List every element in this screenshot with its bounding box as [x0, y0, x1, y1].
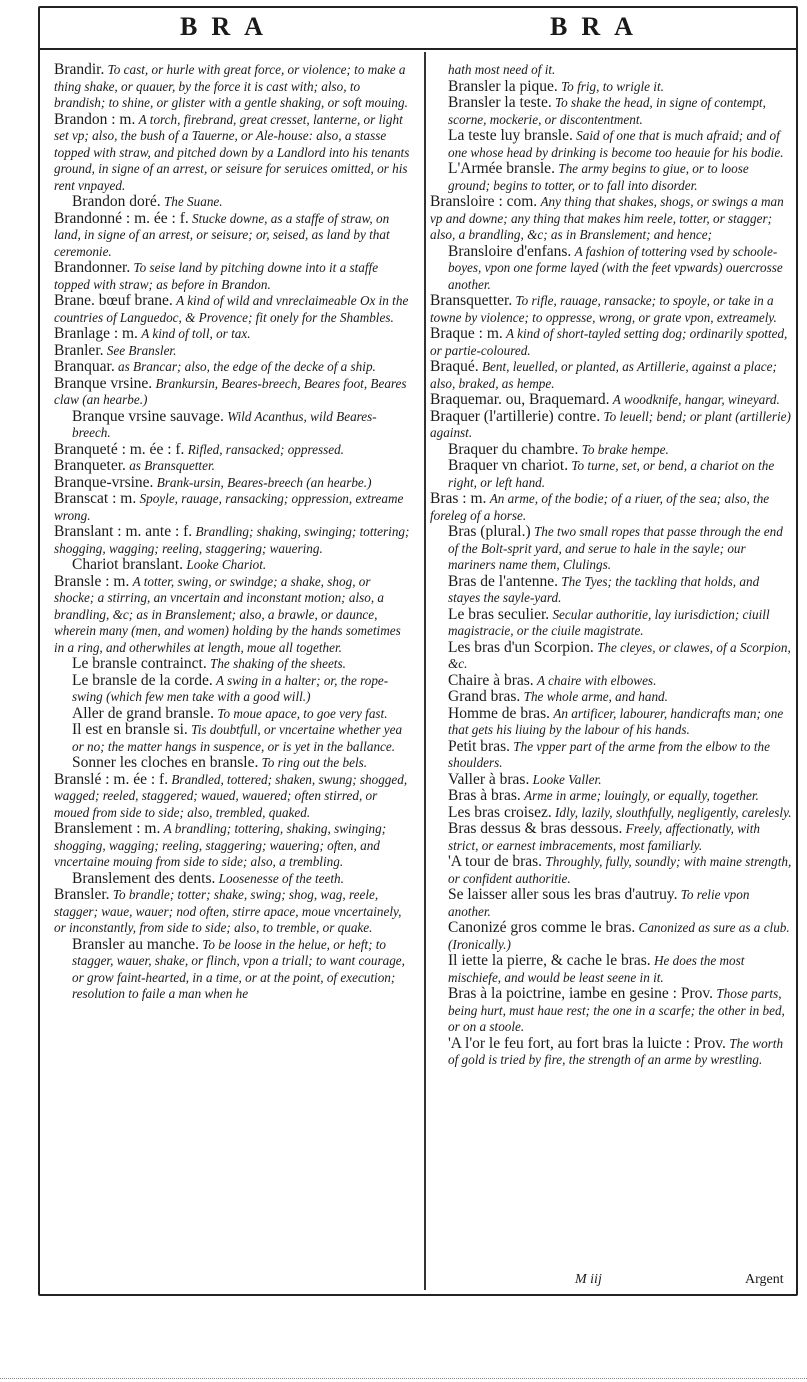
definition: See Bransler. [106, 342, 177, 358]
headword: Bransloire d'enfans. [448, 242, 572, 260]
definition: The worth of gold is tried by fire, the strength of an arme by wrestling. [448, 1035, 784, 1067]
dictionary-entry [54, 409, 414, 442]
dictionary-entry [54, 293, 414, 326]
headword: Le bransle contrainct. [72, 655, 207, 672]
dictionary-entry [430, 392, 792, 409]
definition: Looke Chariot. [186, 557, 267, 572]
dictionary-entry [54, 112, 414, 195]
definition: Spoyle, rauage, ransacking; oppression, extreame wrong. [54, 491, 404, 523]
definition: Brandling; shaking, swinging; tottering; shogging, wagging; reeling, staggering; wauering. [54, 524, 410, 556]
definition: Wild Acanthus, wild Beares-breech. [72, 408, 377, 440]
definition: A torch, firebrand, great cresset, lanterne, or light set vp; also, the bush of a Tauerne, or Ale-house: also, a stasse topped with straw, and pitched down by a Landlord into his tenants ground, in signe of an arrest, or seisure for seruices omitted, or his rent vnpayed. [54, 111, 410, 193]
headword: Sonner les cloches en bransle. [72, 754, 259, 771]
definition: A brandling; tottering, shaking, swinging; shogging, wagging; reeling, staggering; wauering; often, and vncertaine mouing from side to side; also, a trembling. [54, 821, 387, 869]
headword: Branslement : m. [54, 820, 161, 837]
headword: Branler. [54, 341, 104, 359]
dictionary-entry [430, 805, 792, 822]
headword: Branque-vrsine. [54, 473, 154, 491]
column-divider [424, 52, 426, 1290]
dictionary-entry [430, 574, 792, 607]
right-column [430, 62, 792, 1069]
dictionary-entry [54, 194, 414, 211]
definition: as Bransquetter. [129, 458, 215, 473]
running-head-left: BRA [180, 12, 277, 41]
dictionary-entry [54, 722, 414, 755]
definition: To frig, to wrigle it. [561, 78, 664, 94]
headword: Se laisser aller sous les bras d'autruy. [448, 886, 678, 903]
dictionary-entry [54, 557, 414, 574]
definition: To cast, or hurle with great force, or violence; to make a thing shake, or quauer, by the force it is cast with; also, to brandish; to shine, or glister with a gentle shaking, or soft mouing. [54, 62, 408, 110]
dictionary-entry [430, 854, 792, 887]
dictionary-entry [54, 475, 414, 492]
definition: To leuell; bend; or plant (artillerie) against. [430, 408, 791, 440]
headword: Bransle : m. [54, 572, 130, 590]
dictionary-entry [430, 689, 792, 706]
header-rule [38, 48, 798, 50]
dictionary-entry [430, 821, 792, 854]
dictionary-entry [430, 788, 792, 805]
definition: Stucke downe, as a staffe of straw, on land, in signe of an arrest, or seisure; or, seised, as land by that ceremonie. [54, 210, 390, 259]
headword: Braquer du chambre. [448, 440, 579, 458]
headword: Aller de grand bransle. [72, 704, 215, 722]
headword: La teste luy bransle. [448, 127, 573, 144]
dictionary-entry [430, 326, 792, 359]
definition: To ring out the bels. [261, 755, 368, 770]
headword: Brandon : m. [54, 110, 136, 128]
headword: Braquer (l'artillerie) contre. [430, 407, 601, 425]
dictionary-entry [54, 491, 414, 524]
headword: Braquemar. ou, Braquemard. [430, 391, 610, 408]
headword: Braqué. [430, 358, 479, 375]
headword: Valler à bras. [448, 770, 530, 788]
dictionary-entry [54, 62, 414, 112]
definition: To be loose in the helue, or heft; to stagger, wauer, shake, or flinch, vpon a triall; to want courage, or grow faint-hearted, in a time, or at the point, of execution; resolution to faile a man when he [72, 936, 405, 1001]
dictionary-entry [54, 359, 414, 376]
scan-edge [0, 1378, 807, 1380]
dictionary-entry [430, 409, 792, 442]
headword: Homme de bras. [448, 704, 551, 722]
dictionary-entry [54, 376, 414, 409]
headword: Branqueter. [54, 457, 126, 474]
definition: The Tyes; the tackling that holds, and stayes the sayle-yard. [448, 573, 760, 605]
headword: Grand bras. [448, 688, 521, 705]
headword: Chaire à bras. [448, 671, 534, 689]
headword: Il est en bransle si. [72, 721, 188, 738]
headword: Bras à la poictrine, iambe en gesine : Prov. [448, 985, 713, 1002]
dictionary-entry [430, 640, 792, 673]
definition: Rifled, ransacked; oppressed. [187, 441, 344, 457]
dictionary-entry [430, 458, 792, 491]
definition: To brandle; totter; shake, swing; shog, wag, reele, stagger; waue, wauer; nod often, stirre apace, moue vncertainely, or inconstantly, from side to side; also, to tremble, or quake. [54, 887, 402, 935]
dictionary-entry [54, 656, 414, 673]
dictionary-entry [430, 920, 792, 953]
headword: Petit bras. [448, 737, 510, 755]
definition: The army begins to giue, or to loose ground; begins to totter, or to fall into disorder. [448, 161, 749, 193]
headword: Branlage : m. [54, 325, 138, 342]
dictionary-entry [54, 772, 414, 822]
definition: Idly, lazily, slouthfully, negligently, carelesly. [555, 804, 792, 820]
headword: Branslant : m. ante : f. [54, 523, 193, 540]
dictionary-entry [430, 1036, 792, 1069]
dictionary-entry [430, 293, 792, 326]
dictionary-entry [54, 442, 414, 459]
definition: Freely, affectionatly, with strict, or earnest imbracements, most familiarly. [448, 821, 760, 853]
headword: Brane. bœuf brane. [54, 292, 173, 309]
definition: Loosenesse of the teeth. [218, 870, 344, 886]
dictionary-entry [54, 821, 414, 871]
definition: hath most need of it. [448, 62, 556, 77]
dictionary-entry [54, 755, 414, 772]
dictionary-entry [430, 739, 792, 772]
definition: The Suane. [163, 194, 223, 209]
definition: Brankursin, Beares-breech, Beares foot, Beares claw (an hearbe.) [54, 375, 407, 407]
dictionary-entry [430, 607, 792, 640]
definition: Said of one that is much afraid; and of one whose head by drinking is become too heauie for his bodie. [448, 128, 784, 160]
definition: Secular authoritie, lay iurisdiction; ciuill magistracie, or the ciuile magistrate. [448, 606, 770, 638]
headword: Chariot branslant. [72, 556, 184, 573]
definition: An arme, of the bodie; of a riuer, of the sea; also, the foreleg of a horse. [430, 491, 770, 523]
headword: Brandir. [54, 61, 105, 78]
definition: Brandled, tottered; shaken, swung; shogged, wagged; reeled, staggered; waued, wauered; often stirred, or moued from side to side; also, trembled, quaked. [54, 771, 408, 820]
definition: Those parts, being hurt, must haue rest; the one in a scarfe; the other in bed, or on a stoole. [448, 986, 785, 1034]
headword: Bras dessus & bras dessous. [448, 820, 623, 837]
dictionary-entry [430, 161, 792, 194]
definition: A chaire with elbowes. [536, 672, 657, 688]
dictionary-entry [54, 211, 414, 261]
definition: To turne, set, or bend, a chariot on the right, or left hand. [448, 458, 775, 490]
headword: Branquar. [54, 358, 115, 375]
catchword: Argent [745, 1272, 784, 1287]
dictionary-entry [430, 359, 792, 392]
dictionary-entry [430, 887, 792, 920]
dictionary-entry [430, 953, 792, 986]
dictionary-entry [430, 706, 792, 739]
signature-mark: M iij [575, 1272, 602, 1287]
definition: Canonized as sure as a club. (Ironically.) [448, 920, 790, 952]
headword: Bras : m. [430, 490, 487, 507]
headword: Branslement des dents. [72, 869, 216, 887]
headword: Bransloire : com. [430, 193, 538, 210]
definition: An artificer, labourer, handicrafts man; one that gets his liuing by the labour of his hands. [448, 705, 784, 737]
definition: Brank-ursin, Beares-breech (an hearbe.) [156, 474, 372, 490]
headword: Bransler la pique. [448, 77, 558, 95]
dictionary-entry [430, 772, 792, 789]
definition: Any thing that shakes, shogs, or swings a man vp and downe; any thing that makes him reele, totter, or stagger; also, a brandling, &c; as in Branslement; and hence; [430, 194, 784, 242]
definition: Bent, leuelled, or planted, as Artillerie, against a place; also, braked, as hempe. [430, 359, 777, 391]
definition: Arme in arme; louingly, or equally, together. [524, 788, 759, 803]
headword: Bransler la teste. [448, 94, 552, 111]
definition: The vpper part of the arme from the elbow to the shoulders. [448, 738, 770, 770]
definition: A totter, swing, or swindge; a shake, shog, or shocke; a stirring, an vncertain and inconstant motion; also, a brandling, &c; as in Branslement; also, a brawle, or daunce, wherein many (men, and women) holding by the hands sometimes in a ring, and otherwhiles at length, moue all together. [54, 573, 401, 655]
headword: Canonizé gros comme le bras. [448, 919, 636, 936]
dictionary-entry [54, 260, 414, 293]
definition: The shaking of the sheets. [210, 656, 346, 671]
definition: as Brancar; also, the edge of the decke of a ship. [118, 359, 376, 374]
definition: A kind of toll, or tax. [141, 326, 251, 341]
definition: He does the most mischiefe, and would be least seene in it. [448, 953, 745, 985]
dictionary-entry [430, 194, 792, 244]
headword: 'A tour de bras. [448, 853, 543, 870]
headword: Braque : m. [430, 325, 503, 342]
definition: Tis doubtfull, or vncertaine whether yea or no; the matter hangs in suspence, or is yet in the ballance. [72, 722, 403, 754]
dictionary-entry [430, 244, 792, 294]
headword: Branscat : m. [54, 490, 137, 507]
running-head-right: BRA [550, 12, 647, 41]
headword: Brandon doré. [72, 193, 161, 210]
headword: Brandonné : m. ée : f. [54, 209, 189, 227]
headword: Il iette la pierre, & cache le bras. [448, 952, 651, 969]
dictionary-entry [430, 986, 792, 1036]
definition: To moue apace, to goe very fast. [217, 705, 388, 721]
headword: L'Armée bransle. [448, 160, 555, 177]
dictionary-entry [54, 706, 414, 723]
definition: To relie vpon another. [448, 887, 750, 919]
dictionary-entry [54, 673, 414, 706]
headword: Les bras croisez. [448, 803, 552, 821]
dictionary-entry [430, 491, 792, 524]
definition: To shake the head, in signe of contempt, scorne, mockerie, or discontentment. [448, 95, 766, 127]
dictionary-entry [54, 343, 414, 360]
definition: To seise land by pitching downe into it a staffe topped with straw; as before in Brandon. [54, 260, 379, 292]
headword: Brandonner. [54, 259, 131, 276]
dictionary-entry [54, 937, 414, 1003]
headword: Branqueté : m. ée : f. [54, 440, 185, 458]
headword: Bransler au manche. [72, 935, 199, 953]
headword: Branque vrsine. [54, 374, 153, 392]
dictionary-entry [54, 326, 414, 343]
definition: To brake hempe. [581, 441, 669, 457]
headword: Bransler. [54, 886, 110, 903]
headword: Branslé : m. ée : f. [54, 770, 169, 788]
dictionary-entry [54, 524, 414, 557]
headword: 'A l'or le feu fort, au fort bras la luicte : Prov. [448, 1034, 726, 1052]
dictionary-entry [430, 128, 792, 161]
dictionary-entry [430, 442, 792, 459]
headword: Branque vrsine sauvage. [72, 407, 224, 425]
dictionary-entry [430, 524, 792, 574]
headword: Bras de l'antenne. [448, 572, 558, 590]
definition: To rifle, rauage, ransacke; to spoyle, or take in a towne by violence; to oppresse, wrong, or grate vpon, extreamely. [430, 293, 777, 325]
headword: Le bransle de la corde. [72, 671, 213, 689]
definition: The whole arme, and hand. [523, 689, 668, 704]
dictionary-entry [430, 673, 792, 690]
definition: A swing in a halter; or, the rope-swing (which few men take with a good will.) [72, 672, 389, 704]
definition: Looke Valler. [532, 771, 602, 787]
headword: Bransquetter. [430, 292, 513, 309]
definition: Throughly, fully, soundly; with maine strength, or confident authoritie. [448, 854, 792, 886]
definition: A kind of short-tayled setting dog; ordinarily spotted, or partie-coloured. [430, 326, 788, 358]
headword: Le bras seculier. [448, 605, 550, 623]
definition: A kind of wild and vnreclaimeable Ox in the countries of Languedoc, & Provence; fit onely for the Shambles. [54, 293, 409, 325]
definition: A fashion of tottering vsed by schoole-boyes, vpon one forme layed (with the feet vpwards) ouercrosse another. [448, 243, 783, 292]
definition: The two small ropes that passe through the end of the Bolt-sprit yard, and serue to hale in the sayle; our mariners name them, Clulings. [448, 524, 783, 572]
dictionary-entry [54, 574, 414, 657]
dictionary-entry [54, 887, 414, 937]
headword: Les bras d'un Scorpion. [448, 638, 594, 656]
definition: A woodknife, hangar, wineyard. [612, 392, 780, 407]
headword: Bras (plural.) [448, 523, 531, 540]
dictionary-entry [430, 79, 792, 96]
definition: The cleyes, or clawes, of a Scorpion, &c. [448, 639, 791, 671]
dictionary-entry [430, 62, 792, 79]
headword: Bras à bras. [448, 787, 521, 804]
left-column [54, 62, 414, 1003]
dictionary-entry [54, 871, 414, 888]
dictionary-entry [430, 95, 792, 128]
headword: Braquer vn chariot. [448, 457, 569, 474]
dictionary-entry [54, 458, 414, 475]
